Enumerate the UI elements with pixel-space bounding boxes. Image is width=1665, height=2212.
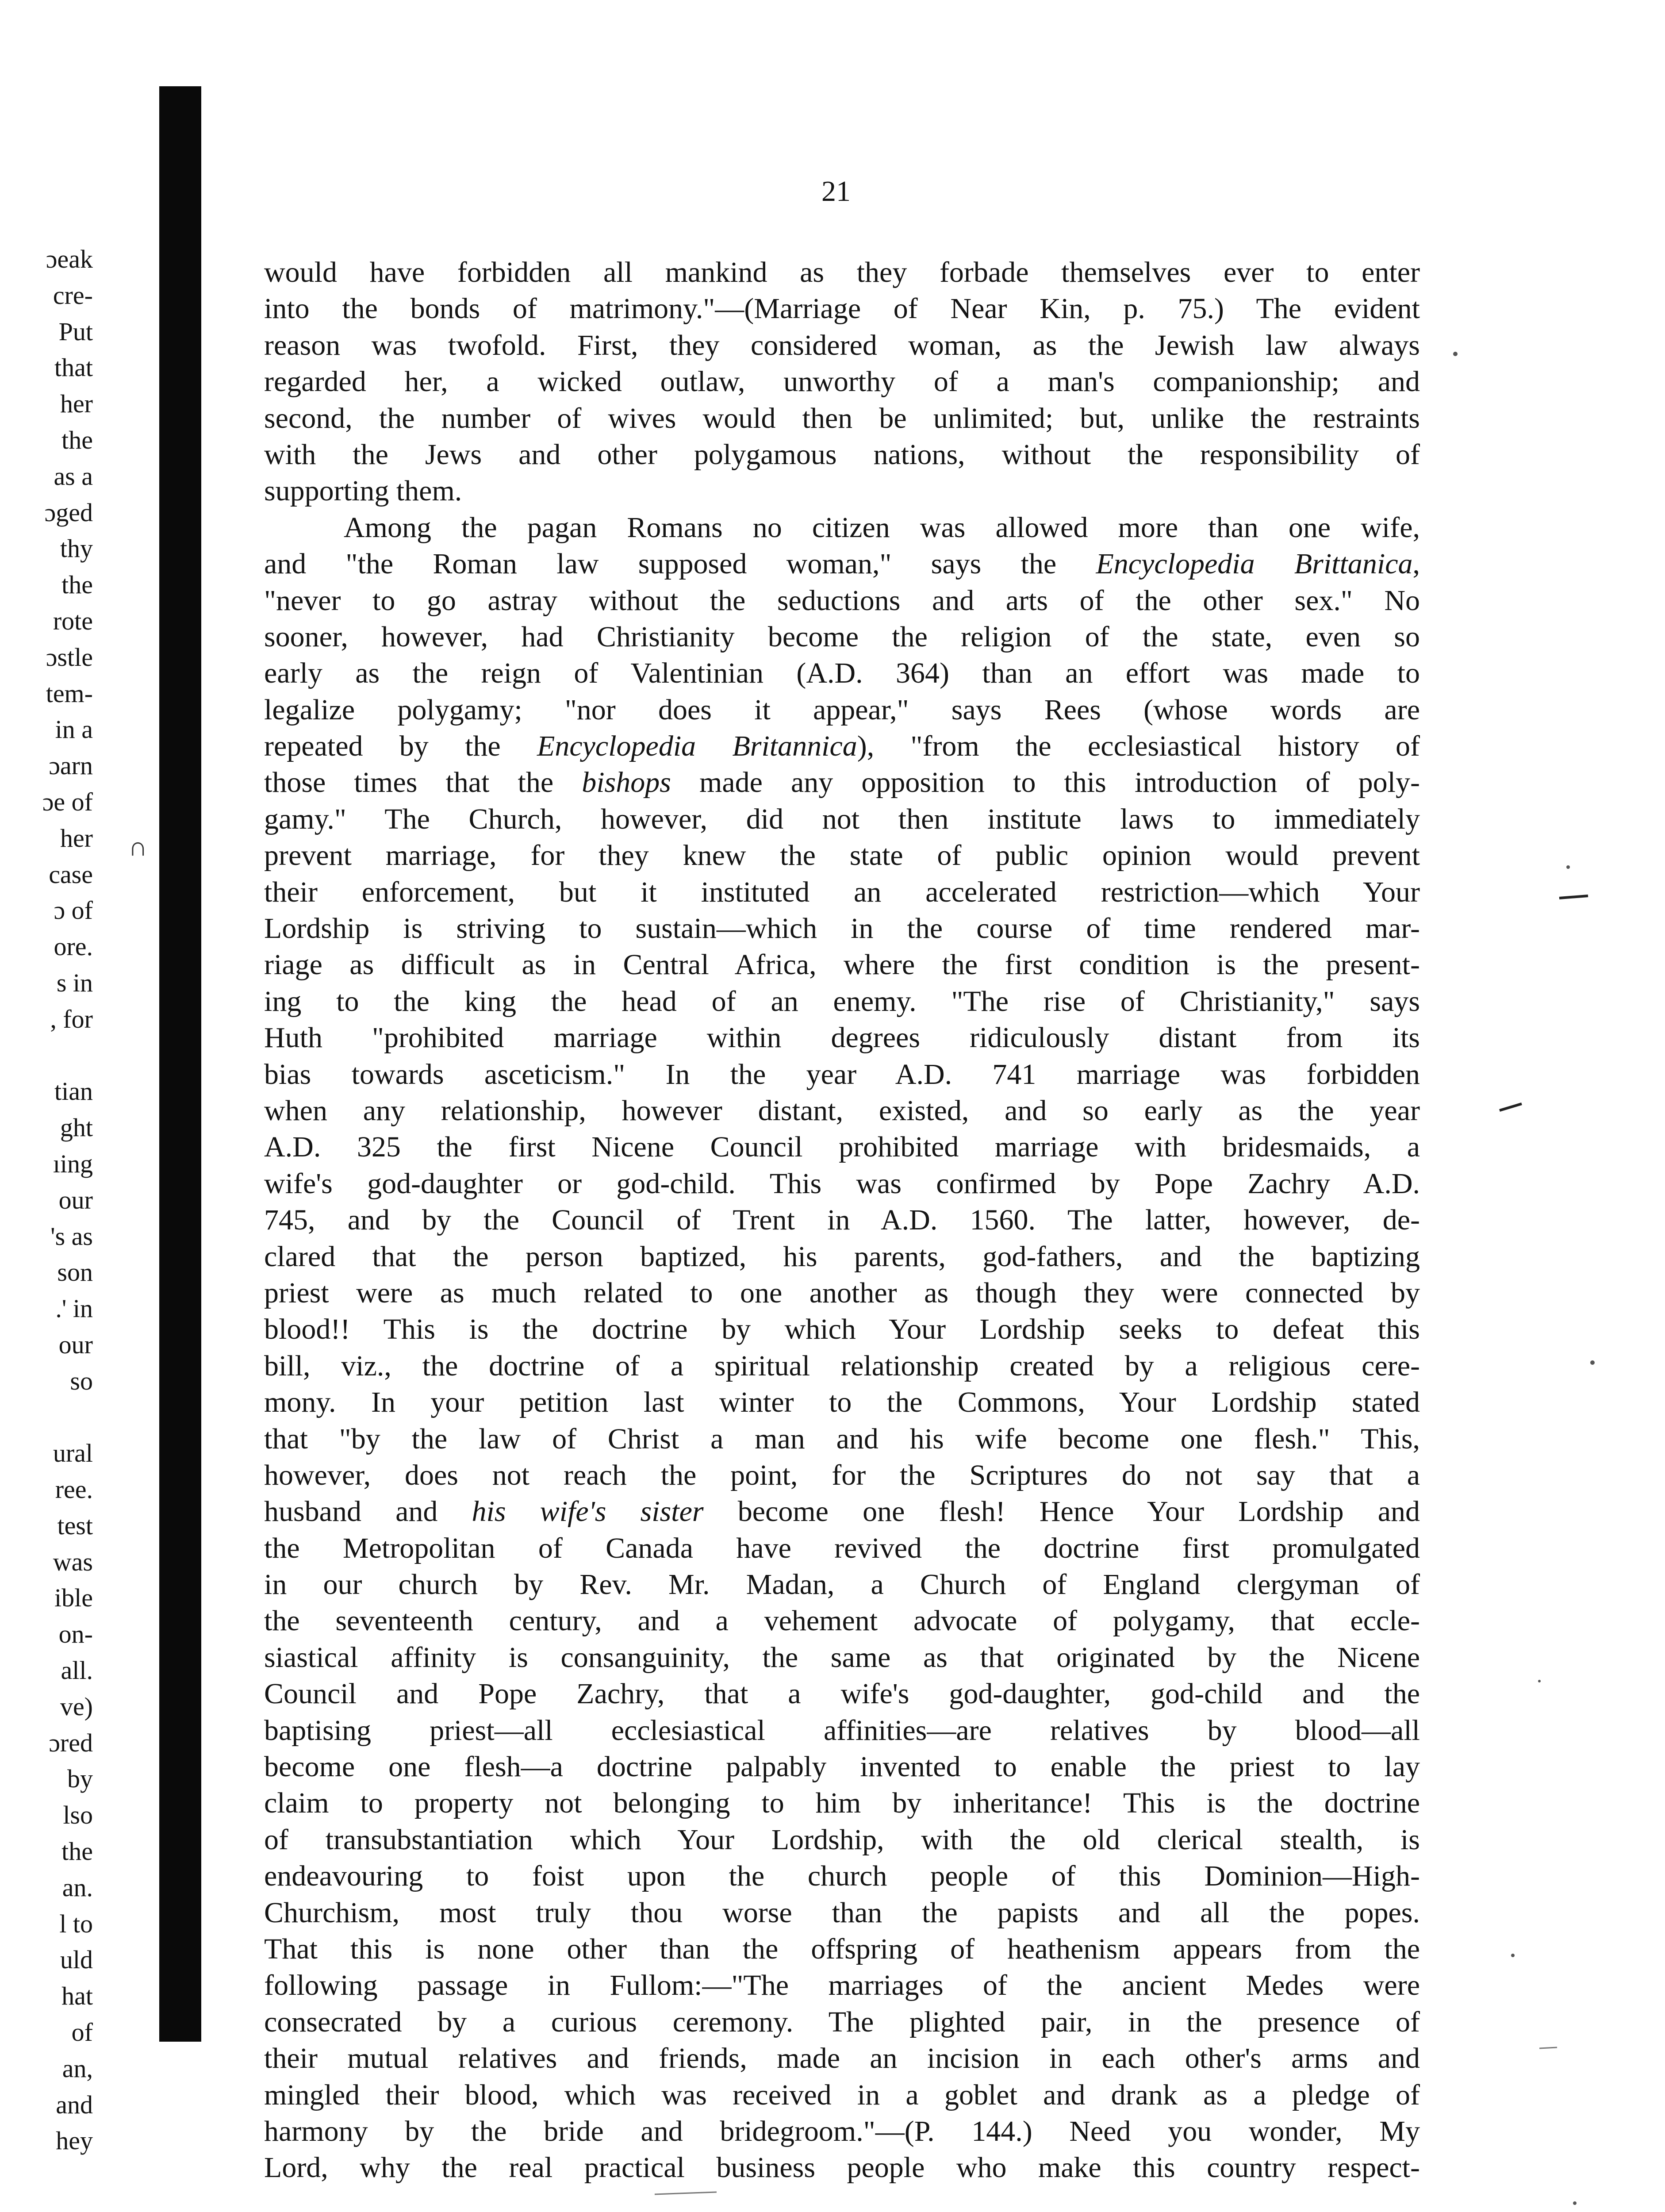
text-line: following passage in Fullom:—"The marriages of the ancient Medes were	[264, 1969, 1420, 2002]
margin-fragment: hat	[61, 1982, 93, 2011]
text-line: siastical affinity is consanguinity, the same as that originated by the Nicene	[264, 1641, 1420, 1674]
text-line: harmony by the bride and bridegroom."—(P. 144.) Need you wonder, My	[264, 2115, 1420, 2147]
text-line: and "the Roman law supposed woman," says the Encyclopedia Brittanica,	[264, 548, 1420, 580]
margin-fragment: ɔred	[49, 1728, 93, 1757]
margin-fragment: our	[58, 1185, 93, 1214]
margin-fragment: ɔe of	[42, 787, 93, 816]
text-line: the Metropolitan of Canada have revived the doctrine first promulgated	[264, 1532, 1420, 1564]
margin-fragment: all.	[61, 1656, 93, 1685]
text-line: supporting them.	[264, 475, 462, 507]
text-line: would have forbidden all mankind as they forbade themselves ever to enter	[264, 256, 1420, 288]
margin-fragment: test	[57, 1511, 93, 1540]
margin-fragment: s in	[56, 968, 93, 997]
margin-fragment: the	[61, 570, 93, 599]
margin-fragment: 's as	[50, 1221, 93, 1251]
text-line: legalize polygamy; "nor does it appear," says Rees (whose words are	[264, 693, 1420, 726]
margin-fragment: rote	[53, 606, 93, 635]
text-line: become one flesh—a doctrine palpably invented to enable the priest to lay	[264, 1751, 1420, 1783]
text-line: their mutual relatives and friends, made an incision in each other's arms and	[264, 2042, 1420, 2075]
margin-fragment: son	[57, 1258, 93, 1287]
margin-fragment: ɔstle	[46, 642, 93, 672]
margin-fragment: hey	[56, 2126, 93, 2155]
text-line: Huth "prohibited marriage within degrees ridiculously distant from its	[264, 1022, 1420, 1054]
text-line: that "by the law of Christ a man and his wife become one flesh." This,	[264, 1422, 1420, 1455]
margin-fragment: on-	[58, 1620, 93, 1649]
margin-fragment: cre-	[53, 280, 93, 310]
text-line: Among the pagan Romans no citizen was allowed more than one wife,	[344, 511, 1420, 544]
text-line: consecrated by a curious ceremony. The plighted pair, in the presence of	[264, 2005, 1420, 2038]
margin-fragment: tian	[54, 1077, 93, 1106]
margin-fragment: her	[60, 823, 93, 853]
margin-fragment: , for	[50, 1004, 93, 1033]
margin-fragment: ural	[53, 1439, 93, 1468]
text-line: blood!! This is the doctrine by which Your Lordship seeks to defeat this	[264, 1313, 1420, 1346]
margin-fragment: in a	[55, 715, 93, 744]
margin-fragment: lso	[63, 1801, 93, 1830]
text-line: Council and Pope Zachry, that a wife's god-daughter, god-child and the	[264, 1678, 1420, 1710]
margin-fragment: by	[67, 1764, 93, 1793]
text-line: however, does not reach the point, for the Scriptures do not say that a	[264, 1459, 1420, 1491]
margin-fragment: .' in	[55, 1294, 93, 1323]
margin-fragment: uld	[60, 1945, 93, 1974]
text-line: those times that the bishops made any opposition to this introduction of poly-	[264, 766, 1420, 799]
text-line: second, the number of wives would then be unlimited; but, unlike the restraints	[264, 402, 1420, 434]
text-line: prevent marriage, for they knew the state of public opinion would prevent	[264, 839, 1420, 872]
text-line: wife's god-daughter or god-child. This was confirmed by Pope Zachry A.D.	[264, 1167, 1420, 1200]
text-line: baptising priest—all ecclesiastical affinities—are relatives by blood—all	[264, 1714, 1420, 1747]
text-line: That this is none other than the offspring of heathenism appears from the	[264, 1932, 1420, 1965]
text-line: bias towards asceticism." In the year A.D. 741 marriage was forbidden	[264, 1058, 1420, 1091]
page-number: 21	[821, 175, 851, 207]
margin-fragment: of	[71, 2018, 93, 2047]
margin-fragment: ɔ of	[54, 896, 93, 925]
text-line: Lordship is striving to sustain—which in the course of time rendered mar-	[264, 912, 1420, 945]
margin-fragment: Put	[58, 317, 93, 346]
text-line: their enforcement, but it instituted an accelerated restriction—which Your	[264, 876, 1420, 908]
text-line: priest were as much related to one another as though they were connected by	[264, 1276, 1420, 1309]
margin-fragment: and	[56, 2090, 93, 2119]
text-line: in our church by Rev. Mr. Madan, a Church of England clergyman of	[264, 1568, 1420, 1601]
margin-fragment: ible	[54, 1583, 93, 1613]
text-line: A.D. 325 the first Nicene Council prohibited marriage with bridesmaids, a	[264, 1131, 1420, 1164]
margin-fragment: the	[61, 425, 93, 454]
text-line: endeavouring to foist upon the church people of this Dominion—High-	[264, 1860, 1420, 1893]
margin-fragment: ree.	[55, 1475, 93, 1504]
text-line: reason was twofold. First, they considered woman, as the Jewish law always	[264, 329, 1420, 361]
margin-fragment: as a	[54, 461, 93, 491]
text-line: into the bonds of matrimony."—(Marriage of Near Kin, p. 75.) The evident	[264, 292, 1420, 325]
margin-fragment: ıing	[53, 1149, 93, 1178]
text-line: with the Jews and other polygamous nations, without the responsibility of	[264, 438, 1420, 471]
text-line: husband and his wife's sister become one flesh! Hence Your Lordship and	[264, 1495, 1420, 1528]
margin-fragment: ght	[60, 1113, 93, 1142]
margin-fragment: case	[49, 860, 93, 889]
text-line: claim to property not belonging to him by inheritance! This is the doctrine	[264, 1787, 1420, 1820]
margin-fragment: thy	[60, 534, 93, 563]
text-line: mingled their blood, which was received in a goblet and drank as a pledge of	[264, 2078, 1420, 2111]
text-line: of transubstantiation which Your Lordship, with the old clerical stealth, is	[264, 1823, 1420, 1856]
text-line: ing to the king the head of an enemy. "The rise of Christianity," says	[264, 985, 1420, 1018]
text-line: riage as difficult as in Central Africa, where the first condition is the present-	[264, 949, 1420, 981]
margin-fragment: an.	[62, 1873, 93, 1902]
margin-fragment: ɔeak	[46, 245, 93, 273]
text-line: Churchism, most truly thou worse than the papists and all the popes.	[264, 1896, 1420, 1929]
margin-fragment: l to	[59, 1909, 93, 1938]
text-line: 745, and by the Council of Trent in A.D. 1560. The latter, however, de-	[264, 1204, 1420, 1237]
text-line: clared that the person baptized, his parents, god-fathers, and the baptizing	[264, 1240, 1420, 1273]
text-line: mony. In your petition last winter to the Commons, Your Lordship stated	[264, 1386, 1420, 1419]
text-line: sooner, however, had Christianity become the religion of the state, even so	[264, 620, 1420, 653]
text-line: early as the reign of Valentinian (A.D. 364) than an effort was made to	[264, 657, 1420, 690]
margin-fragment: so	[70, 1366, 93, 1395]
margin-fragment: ve)	[60, 1692, 93, 1721]
margin-fragment: was	[53, 1547, 93, 1576]
margin-fragment: ore.	[54, 932, 93, 961]
text-line: "never to go astray without the seductions and arts of the other sex." No	[264, 584, 1420, 617]
text-line: the seventeenth century, and a vehement advocate of polygamy, that eccle-	[264, 1605, 1420, 1637]
text-line: Lord, why the real practical business people who make this country respect-	[264, 2151, 1420, 2184]
margin-fragment: ɔarn	[49, 751, 93, 780]
margin-fragment: ɔged	[44, 498, 93, 527]
text-line: repeated by the Encyclopedia Britannica), "from the ecclesiastical history of	[264, 730, 1420, 763]
text-line: gamy." The Church, however, did not then institute laws to immediately	[264, 803, 1420, 835]
margin-fragment: her	[60, 389, 93, 419]
margin-fragment: the	[61, 1837, 93, 1866]
margin-fragment: that	[54, 353, 93, 382]
margin-fragment: our	[58, 1330, 93, 1359]
margin-fragment: an,	[62, 2054, 93, 2083]
margin-mark: ∩	[128, 832, 148, 861]
text-line: regarded her, a wicked outlaw, unworthy of a man's companionship; and	[264, 365, 1420, 398]
margin-fragment: tem-	[46, 679, 93, 708]
text-line: bill, viz., the doctrine of a spiritual relationship created by a religious cere-	[264, 1349, 1420, 1382]
text-line: when any relationship, however distant, existed, and so early as the year	[264, 1094, 1420, 1127]
